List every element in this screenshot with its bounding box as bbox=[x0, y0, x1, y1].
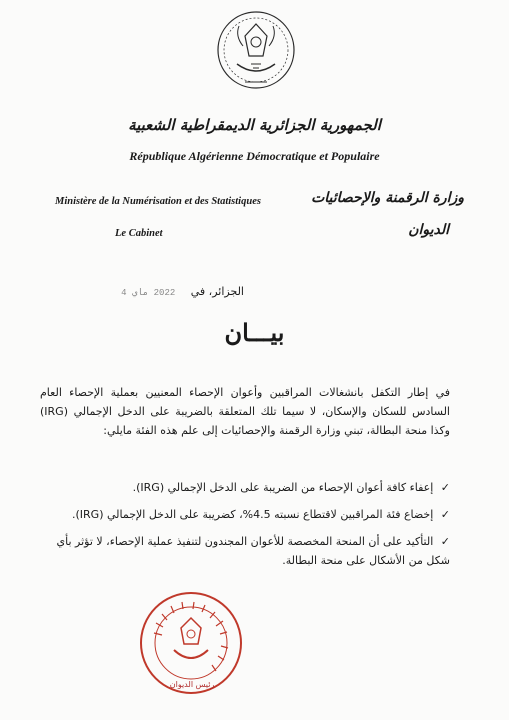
ministry-name-french: Ministère de la Numérisation et des Statistiques bbox=[55, 196, 261, 207]
list-item bbox=[40, 532, 450, 570]
check-icon: ✓ bbox=[440, 481, 450, 494]
list-item-text: إخضاع فئة المراقبين لاقتطاع نسبته 4.5%، كضريبة على الدخل الإجمالي (IRG). bbox=[71, 508, 434, 521]
date-place: الجزائر، في bbox=[190, 285, 244, 298]
document-title: بيـــان bbox=[224, 318, 285, 347]
check-icon: ✓ bbox=[440, 508, 450, 521]
decision-list bbox=[40, 478, 450, 578]
national-emblem-icon bbox=[215, 6, 297, 98]
body-paragraph: في إطار التكفل بانشغالات المراقبين وأعوان الإحصاء المعنيين بعملية الإحصاء العام السادس للسكان والإسكان، لا سيما تلك المتعلقة بالضريبة على الدخل الإجمالي (IRG) وكذا منحة البطالة، تبني وزارة الرقمنة والإحصائيات إلى علم هذه الفئة مايلي: bbox=[40, 386, 450, 437]
date-line bbox=[121, 285, 244, 298]
date-stamp: 2022 ماي 4 bbox=[121, 288, 176, 298]
check-icon: ✓ bbox=[440, 535, 450, 548]
cabinet-arabic: الديوان bbox=[408, 222, 449, 238]
list-item-text: التأكيد على أن المنحة المخصصة للأعوان المجندون لتنفيذ عملية الإحصاء، لا تؤثر بأي شكل من الأشكال على منحة البطالة. bbox=[56, 535, 450, 567]
country-name-french: République Algérienne Démocratique et Populaire bbox=[129, 149, 380, 163]
country-name-arabic: الجمهورية الجزائرية الديمقراطية الشعبية bbox=[128, 116, 381, 134]
list-item bbox=[40, 505, 450, 524]
list-item bbox=[40, 478, 450, 497]
ministry-name-arabic: وزارة الرقمنة والإحصائيات bbox=[311, 190, 464, 206]
cabinet-french: Le Cabinet bbox=[115, 228, 163, 239]
list-item-text: إعفاء كافة أعوان الإحصاء من الضريبة على الدخل الإجمالي (IRG). bbox=[132, 481, 434, 494]
stamp-footer-text: رئيس الديوان bbox=[169, 680, 215, 689]
